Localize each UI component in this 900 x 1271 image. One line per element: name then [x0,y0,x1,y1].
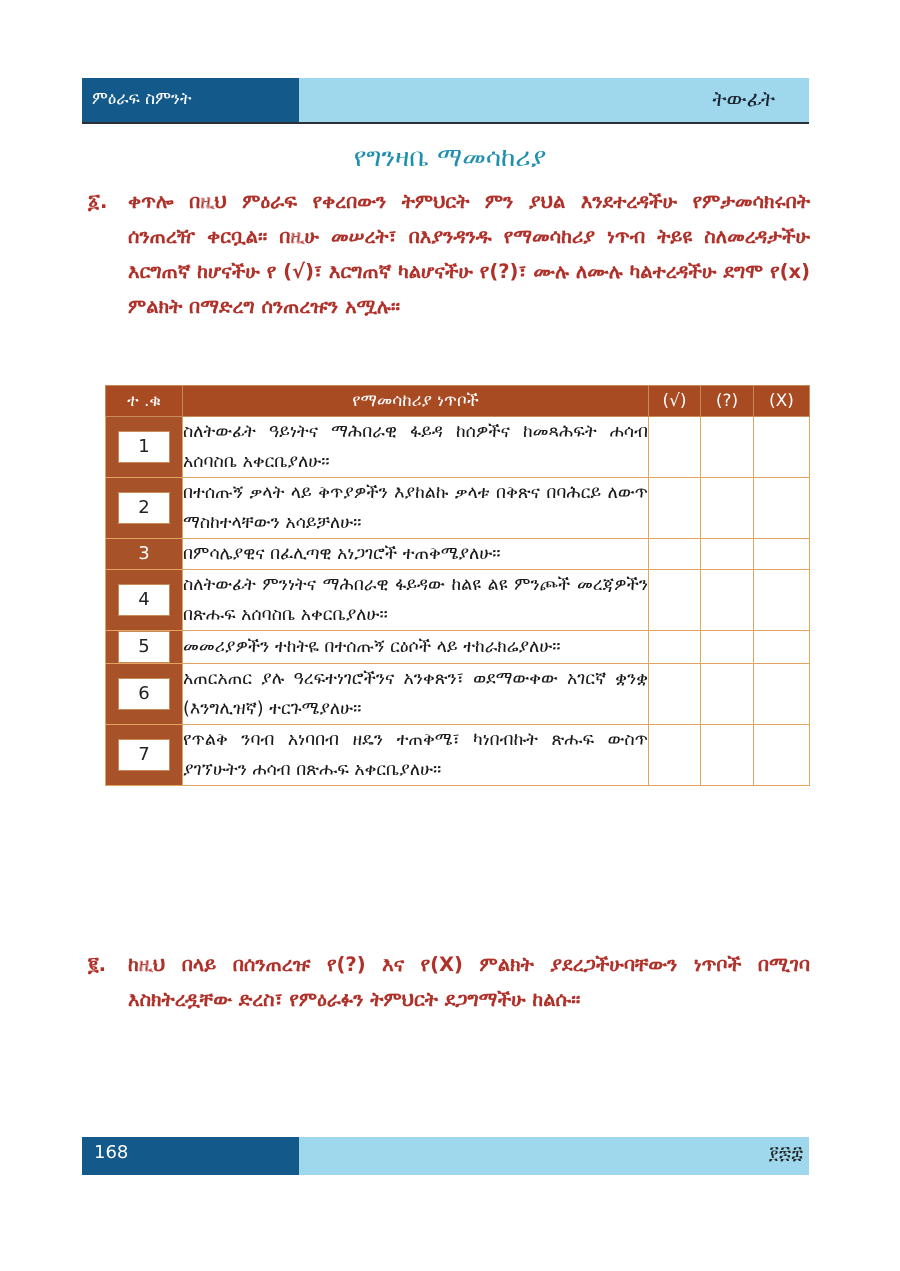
instruction-2 [88,947,810,1017]
question-cell[interactable] [701,417,754,478]
check-cell[interactable] [649,478,701,539]
header-check: (√) [649,386,701,417]
self-assessment-table [105,385,810,786]
check-cell[interactable] [649,570,701,631]
cross-cell[interactable] [754,725,810,786]
question-cell[interactable] [701,478,754,539]
table-row [106,725,810,786]
chapter-label: ምዕራፍ ስምንት [92,89,192,109]
instruction-2-number: ፪. [88,953,107,976]
row-text: አጠርአጠር ያሉ ዓረፍተነገሮችንና አንቀጽን፣ ወደማውቀው አገርኛ ቋንቋ (እንግሊዝኛ) ተርጉሜያለሁ፡፡ [183,664,649,725]
page-number-ethiopic: ፻፷፰ [768,1143,803,1164]
check-cell[interactable] [649,664,701,725]
header-cross: (X) [754,386,810,417]
table-header-row [106,386,810,417]
question-cell[interactable] [701,664,754,725]
row-number: 6 [118,678,170,710]
table-row [106,664,810,725]
header-question: (?) [701,386,754,417]
instruction-1 [88,184,810,324]
page-header [82,78,809,124]
row-text: መመሪያዎችን ተከትዬ በተሰጡኝ ርዕሶች ላይ ተከራክሬያለሁ፡፡ [183,631,649,664]
row-number-cell [106,417,183,478]
header-points: የማመሳከሪያ ነጥቦች [183,386,649,417]
header-number: ተ .ቁ [106,386,183,417]
row-number: 4 [118,584,170,616]
check-cell[interactable] [649,725,701,786]
section-title: የግንዛቤ ማመሳከሪያ [353,143,547,173]
page-number: 168 [94,1142,129,1163]
instruction-1-number: ፩. [88,190,108,213]
page-number-box [82,1137,299,1175]
question-cell[interactable] [701,539,754,570]
row-text: በተሰጡኝ ቃላት ላይ ቅጥያዎችን እያከልኩ ቃላቱ በቅጽና በባሕርይ ለውጥ ማስከተላቸውን አሳይቻለሁ፡፡ [183,478,649,539]
check-cell[interactable] [649,631,701,664]
row-number: 1 [118,431,170,463]
table-row [106,478,810,539]
question-cell[interactable] [701,725,754,786]
row-number-cell [106,725,183,786]
row-text: ስለትውፊት ምንነትና ማሕበራዊ ፋይዳው ከልዩ ልዩ ምንጮች መረጃዎችን በጽሑፍ አሰባስቤ አቀርቤያለሁ፡፡ [183,570,649,631]
check-cell[interactable] [649,417,701,478]
chapter-label-box [82,78,299,124]
row-number-cell [106,570,183,631]
row-number: 2 [118,492,170,524]
row-number-cell [106,478,183,539]
cross-cell[interactable] [754,664,810,725]
row-text: ስለትውፊት ዓይነትና ማሕበራዊ ፋይዳ ከሰዎችና ከመጻሕፍት ሐሳብ አሰባስቤ አቀርቤያለሁ፡፡ [183,417,649,478]
row-number: 7 [118,739,170,771]
table-row [106,570,810,631]
table-row [106,539,810,570]
check-cell[interactable] [649,539,701,570]
cross-cell[interactable] [754,478,810,539]
cross-cell[interactable] [754,631,810,664]
row-number-cell [106,631,183,664]
instruction-2-text: ከዚህ በላይ በሰንጠረዡ የ(?) እና የ(X) ምልክት ያደረጋችሁባቸውን ነጥቦች በሚገባ እስክትረዷቸው ድረስ፣ የምዕራፉን ትምህርት ደጋግማችሁ ከልሱ፡፡ [128,953,810,1011]
table-row [106,417,810,478]
cross-cell[interactable] [754,539,810,570]
row-text: በምሳሌያዊና በፈሊጣዊ አነጋገሮች ተጠቅሜያለሁ፡፡ [183,539,649,570]
instruction-1-text: ቀጥሎ በዚህ ምዕራፍ የቀረበውን ትምህርት ምን ያህል እንደተረዳችሁ የምታመሳክሩበት ሰንጠረዥ ቀርቧል፡፡ በዚሁ መሠረት፣ በእያንዳንዱ የማመሳከሪያ ነጥብ ትይዩ ስለመረዳታችሁ እርግጠኛ ከሆናችሁ የ (√)፣ እርግጠኛ ካልሆናችሁ የ(?)፣ ሙሉ ለሙሉ ካልተረዳችሁ ደግሞ የ(x) ምልክት በማድረግ ሰንጠረዡን አሟሉ፡፡ [128,190,810,318]
page-footer [82,1137,809,1175]
cross-cell[interactable] [754,570,810,631]
topic-label: ትውፊት [712,87,775,111]
row-number-cell [106,664,183,725]
question-cell[interactable] [701,631,754,664]
row-text: የጥልቅ ንባብ አነባበብ ዘዴን ተጠቅሜ፣ ካነበብኩት ጽሑፍ ውስጥ ያገኘሁትን ሐሳብ በጽሑፍ አቀርቤያለሁ፡፡ [183,725,649,786]
row-number: 3 [138,543,150,564]
table-row [106,631,810,664]
row-number: 5 [118,631,170,663]
topic-label-box [299,78,809,124]
page-number-ethiopic-box [299,1137,809,1175]
cross-cell[interactable] [754,417,810,478]
question-cell[interactable] [701,570,754,631]
row-number-cell [106,539,183,570]
